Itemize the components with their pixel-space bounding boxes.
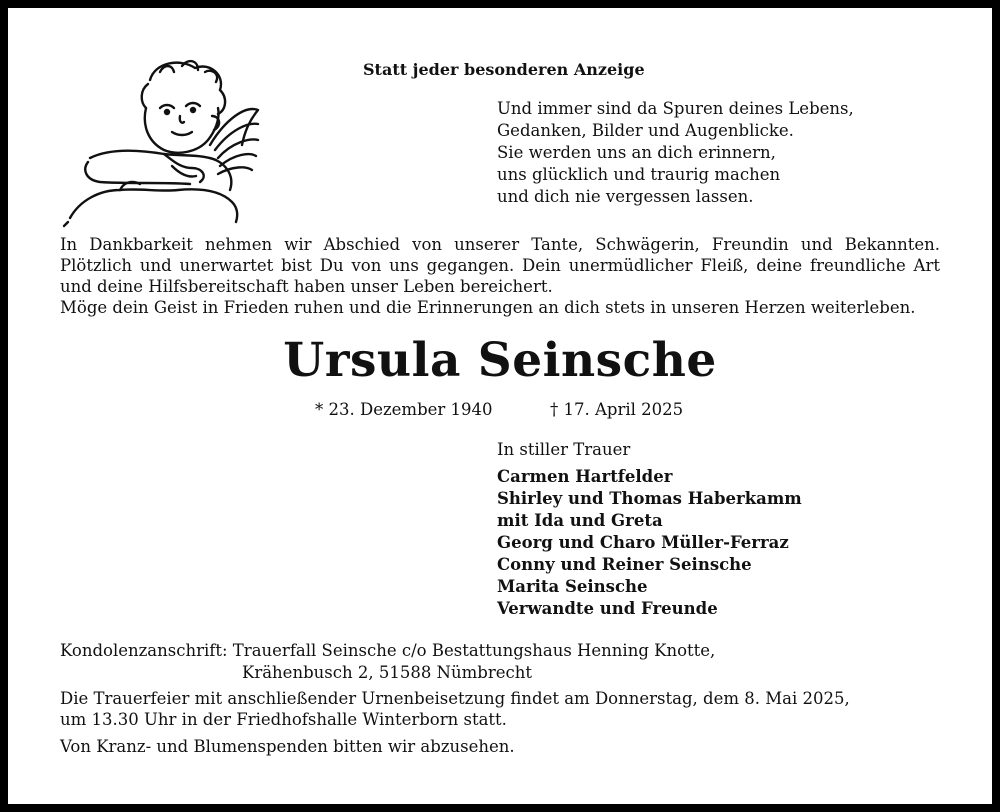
- farewell-paragraph: [60, 234, 940, 318]
- ceremony-info: [60, 688, 850, 730]
- paragraph-line: und deine Hilfsbereitschaft haben unser Leben bereichert.: [60, 277, 553, 296]
- address-line: Kondolenzanschrift: Trauerfall Seinsche c/o Bestattungshaus Henning Knotte,: [60, 641, 716, 660]
- poem: [497, 98, 854, 208]
- poem-line: und dich nie vergessen lassen.: [497, 187, 754, 206]
- mourner-name: Georg und Charo Müller-Ferraz: [497, 533, 789, 552]
- ceremony-line: um 13.30 Uhr in der Friedhofshalle Winterborn statt.: [60, 710, 507, 729]
- paragraph-line: Plötzlich und unerwartet bist Du von uns gegangen. Dein unermüdlicher Fleiß, deine freundliche Art: [60, 256, 940, 275]
- mourners-label: In stiller Trauer: [497, 440, 631, 459]
- paragraph-line: In Dankbarkeit nehmen wir Abschied von unserer Tante, Schwägerin, Freundin und Bekannten.: [60, 235, 940, 254]
- mourner-name: Marita Seinsche: [497, 577, 648, 596]
- condolence-address: [60, 640, 715, 684]
- poem-line: Und immer sind da Spuren deines Lebens,: [497, 99, 854, 118]
- mourner-name: Conny und Reiner Seinsche: [497, 555, 752, 574]
- ceremony-line: Die Trauerfeier mit anschließender Urnenbeisetzung findet am Donnerstag, dem 8. Mai 2025,: [60, 689, 850, 708]
- notice-headline: Statt jeder besonderen Anzeige: [363, 60, 645, 79]
- poem-line: uns glücklich und traurig machen: [497, 165, 781, 184]
- mourners-list: [497, 466, 802, 620]
- flowers-note: Von Kranz- und Blumenspenden bitten wir abzusehen.: [60, 737, 515, 756]
- poem-line: Sie werden uns an dich erinnern,: [497, 143, 776, 162]
- paragraph-line: Möge dein Geist in Frieden ruhen und die Erinnerungen an dich stets in unseren Herzen weiterleben.: [60, 298, 916, 317]
- mourner-name: Shirley und Thomas Haberkamm: [497, 489, 802, 508]
- obituary-notice: [8, 8, 992, 804]
- birth-date: * 23. Dezember 1940: [315, 400, 493, 419]
- mourner-name: mit Ida und Greta: [497, 511, 663, 530]
- cherub-illustration: [60, 50, 260, 230]
- death-date: † 17. April 2025: [550, 400, 684, 419]
- deceased-name: Ursula Seinsche: [283, 333, 717, 388]
- mourner-name: Verwandte und Freunde: [497, 599, 718, 618]
- mourner-name: Carmen Hartfelder: [497, 467, 673, 486]
- address-line: Krähenbusch 2, 51588 Nümbrecht: [242, 663, 532, 682]
- poem-line: Gedanken, Bilder und Augenblicke.: [497, 121, 794, 140]
